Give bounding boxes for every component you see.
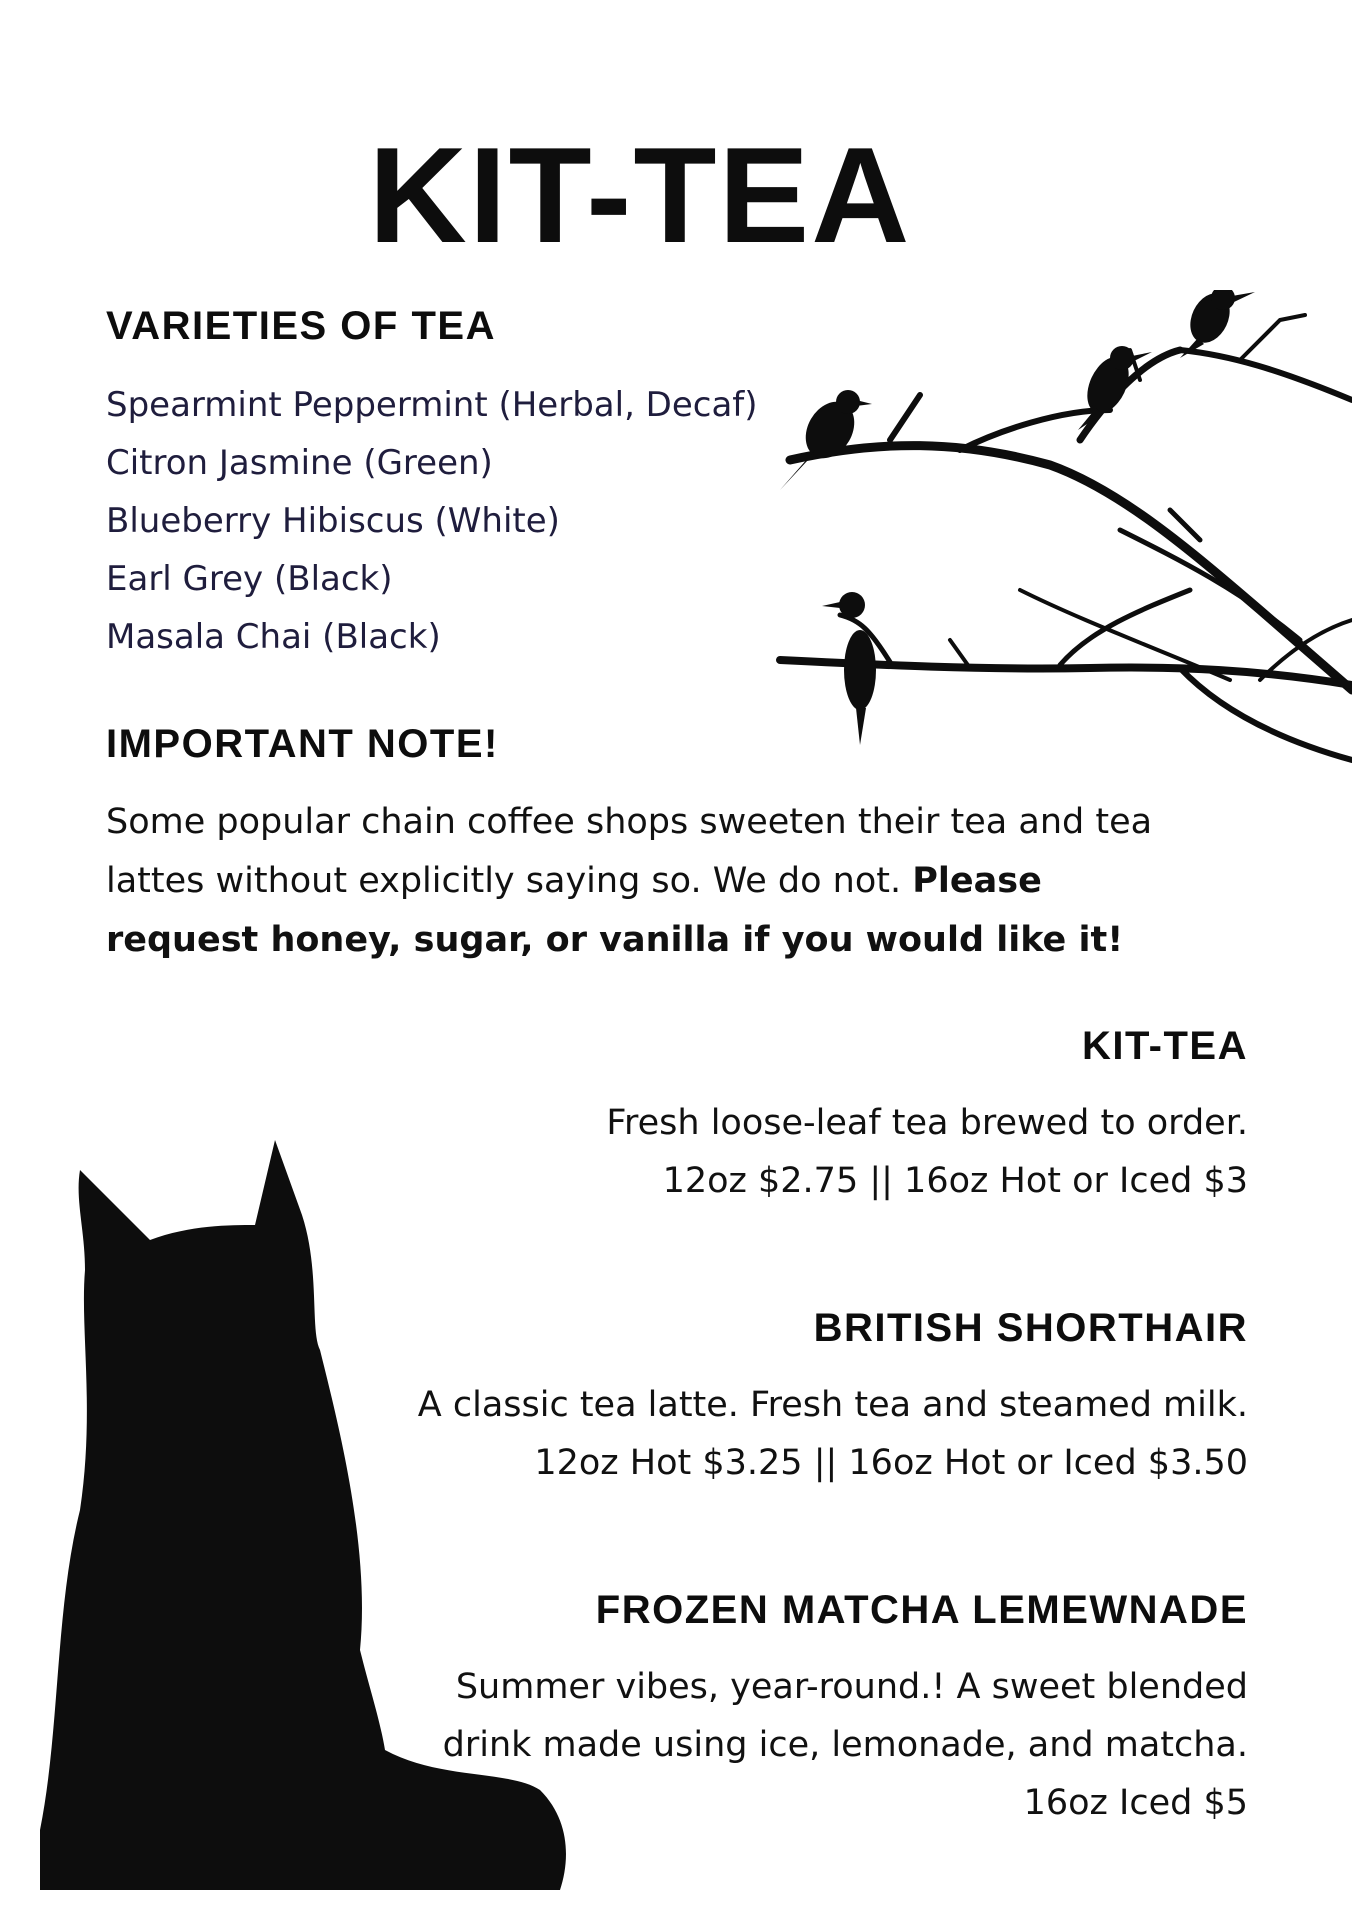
drink-description: A classic tea latte. Fresh tea and steamed milk. <box>417 1385 1248 1425</box>
variety-item: Earl Grey (Black) <box>106 559 393 599</box>
variety-item: Citron Jasmine (Green) <box>106 443 493 483</box>
variety-item: Spearmint Peppermint (Herbal, Decaf) <box>106 385 758 425</box>
tea-varieties-list <box>106 376 758 666</box>
variety-item: Blueberry Hibiscus (White) <box>106 501 560 541</box>
drink-description: Summer vibes, year-round.! A sweet blended <box>455 1667 1248 1707</box>
drink-details-frozen-matcha-lemewnade <box>443 1658 1248 1832</box>
drink-details-kit-tea <box>606 1094 1248 1210</box>
drink-name-british-shorthair: BRITISH SHORTHAIR <box>813 1306 1248 1350</box>
birds-on-branch-illustration <box>760 290 1352 770</box>
important-note-heading: IMPORTANT NOTE! <box>106 722 499 766</box>
note-body: Some popular chain coffee shops sweeten their tea and tea lattes without explicitly saying so. We do not. <box>106 802 1153 901</box>
drink-price: 12oz Hot $3.25 || 16oz Hot or Iced $3.50 <box>534 1443 1248 1483</box>
important-note-text <box>106 793 1186 970</box>
menu-title: KIT-TEA <box>368 119 912 271</box>
variety-item: Masala Chai (Black) <box>106 617 441 657</box>
drink-name-frozen-matcha-lemewnade: FROZEN MATCHA LEMEWNADE <box>595 1588 1248 1632</box>
varieties-heading: VARIETIES OF TEA <box>106 304 496 348</box>
drink-price: 12oz $2.75 || 16oz Hot or Iced $3 <box>662 1161 1248 1201</box>
drink-price: 16oz Iced $5 <box>1023 1783 1248 1823</box>
drink-name-kit-tea: KIT-TEA <box>1081 1024 1248 1068</box>
note-bold-request: Please request honey, sugar, or vanilla if you would like it! <box>106 861 1124 960</box>
drink-description: Fresh loose-leaf tea brewed to order. <box>606 1103 1248 1143</box>
drink-description: drink made using ice, lemonade, and matcha. <box>442 1725 1248 1765</box>
drink-details-british-shorthair <box>418 1376 1248 1492</box>
